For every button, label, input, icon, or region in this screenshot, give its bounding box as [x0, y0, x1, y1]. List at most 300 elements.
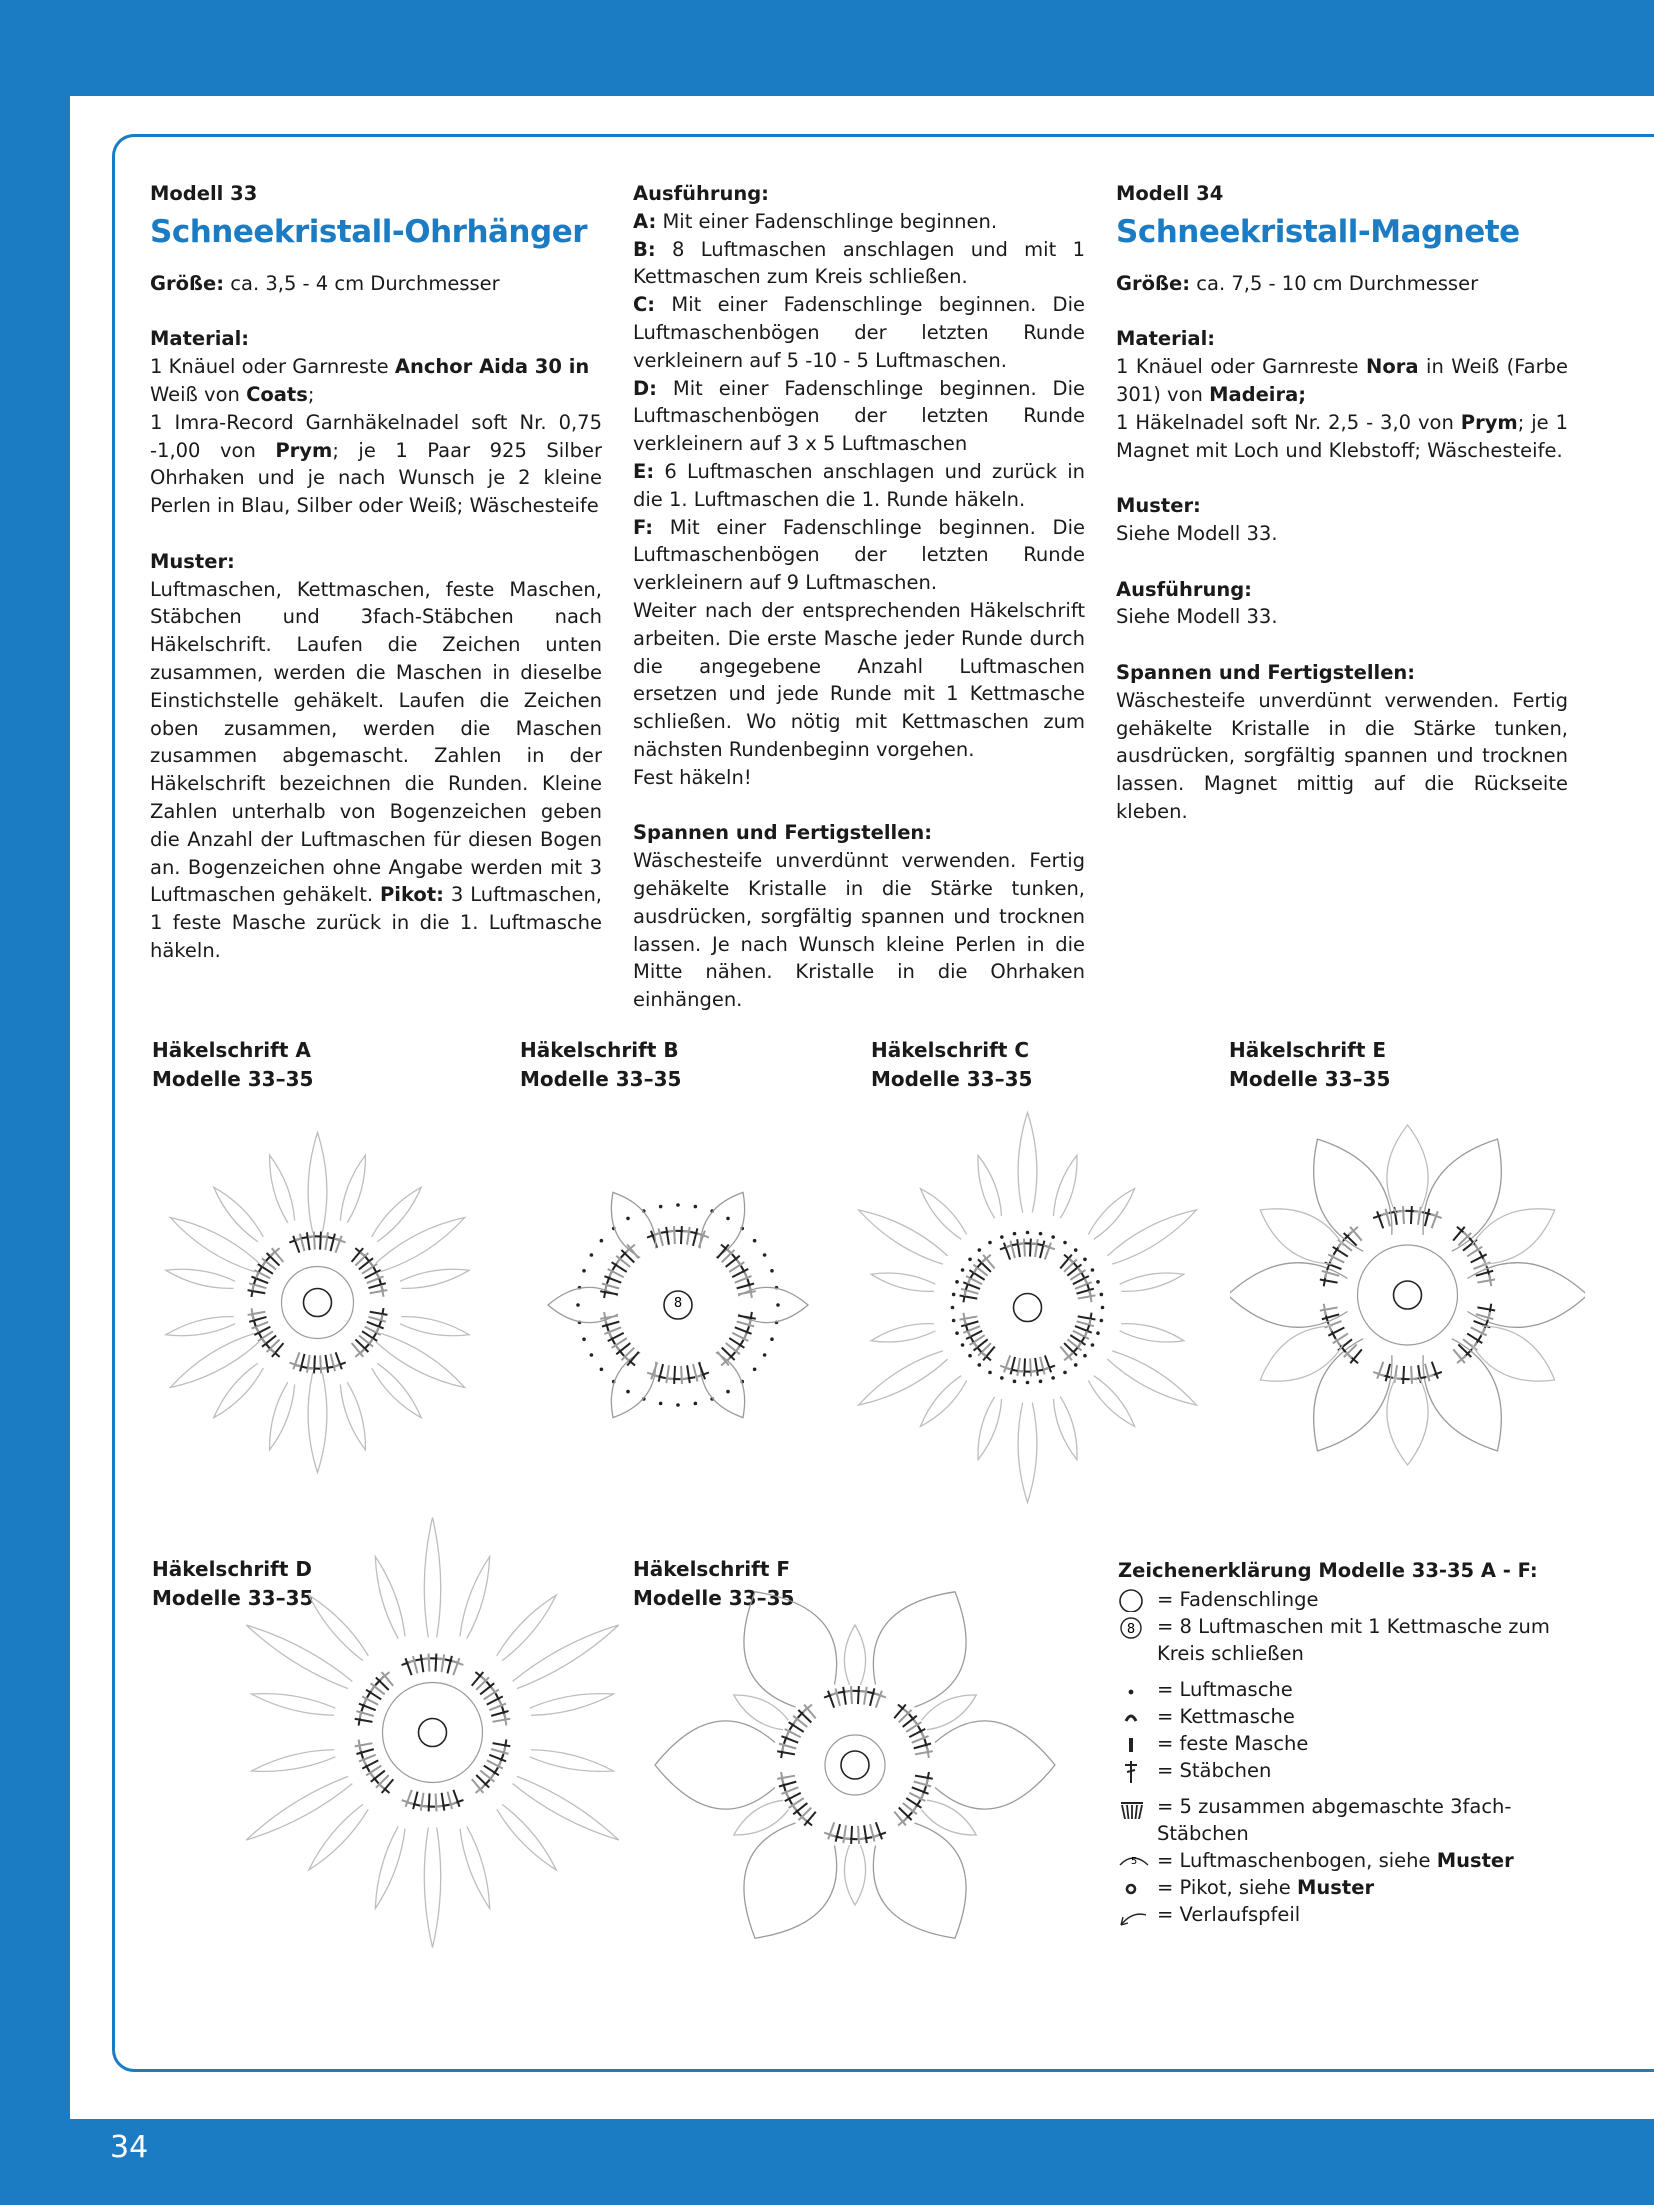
stitch-bar [927, 1746, 929, 1758]
chain-dot [961, 1343, 965, 1347]
stitch-mark [1386, 1364, 1390, 1381]
chain-dot [753, 1239, 757, 1243]
stitch-mark [915, 1751, 933, 1754]
crochet-chart-d [245, 1515, 620, 1950]
side-petal [1088, 1189, 1134, 1240]
side-petal [340, 1155, 365, 1223]
side-petal [497, 1595, 557, 1661]
diagram-e-label: Häkelschrift E Modelle 33–35 [1229, 1038, 1391, 1091]
stitch-mark [300, 1354, 304, 1371]
inner-round [282, 1267, 354, 1339]
stitch-mark [960, 1296, 978, 1299]
stitch-mark [1320, 1307, 1338, 1310]
size-line: Größe: ca. 3,5 - 4 cm Durchmesser [150, 271, 500, 295]
side-petal [252, 1694, 336, 1716]
stitch-mark [435, 1654, 436, 1672]
modell-33-label: Modell 33 [150, 182, 258, 205]
lobe [700, 1352, 744, 1417]
chain-dot [968, 1257, 972, 1261]
stitch-bar [251, 1308, 253, 1320]
stitch-mark [1030, 1239, 1031, 1257]
chain-dot [988, 1241, 992, 1245]
svg-text:8: 8 [1126, 1622, 1136, 1637]
stitch-mark [1078, 1316, 1096, 1319]
stitch-mark [1035, 1239, 1038, 1257]
stitch-mark [961, 1289, 978, 1294]
stitch-mark [779, 1744, 796, 1749]
stitch-mark [325, 1355, 328, 1373]
stitch-mark [442, 1654, 445, 1672]
spoke-petal [1387, 1125, 1428, 1215]
stitch-mark [1024, 1358, 1025, 1376]
stitch-mark [249, 1317, 266, 1322]
center-ring [841, 1751, 869, 1779]
legend-item: = 5 zusammen abgemaschte 3fach-Stäbchen [1118, 1793, 1578, 1847]
stitch-mark [858, 1826, 859, 1844]
chain-dot [961, 1268, 965, 1272]
side-petal [1053, 1155, 1077, 1218]
chain-dot [977, 1363, 981, 1367]
stitch-mark [914, 1743, 931, 1748]
modell-33-title: Schneekristall-Ohrhänger [150, 213, 588, 250]
stitch-mark [693, 1228, 697, 1245]
material-text: 1 Knäuel oder Garnreste Anchor Aida 30 in Weiß von Coats; 1 Imra-Record Garnhäkelnadel soft Nr. 0,75 -1,00 von Prym; je 1 Paar 925 Silber Ohrhaken und je nach Wunsch je 2 kleine Perlen in Blau, Silber oder Weiß; Wäschesteife [150, 355, 602, 518]
lobe [611, 1352, 655, 1417]
crochet-chart-c [855, 1105, 1200, 1510]
stitch-mark [248, 1312, 266, 1315]
stitch-mark [1403, 1206, 1404, 1224]
stitch-mark [1411, 1366, 1412, 1384]
chain-dot [955, 1280, 959, 1284]
chain-dot [694, 1402, 698, 1406]
side-petal [372, 1363, 422, 1417]
chain-dot [1091, 1343, 1095, 1347]
fest-text: Fest häkeln! [633, 765, 752, 789]
chain-dot [1026, 1231, 1030, 1235]
side-petal [460, 1557, 490, 1639]
chain-dot [600, 1367, 604, 1371]
side-petal [214, 1187, 264, 1241]
stitch-mark [421, 1793, 424, 1811]
stitch-mark [1425, 1364, 1429, 1381]
stitch-mark [356, 1749, 373, 1754]
legend-item: = Luftmasche [1118, 1676, 1578, 1703]
stitch-mark [870, 1688, 874, 1705]
material-text: 1 Knäuel oder Garnreste Nora in Weiß (Farbe 301) von Madeira; 1 Häkelnadel soft Nr. 2,5 - 3,0 von Prym; je 1 Magnet mit Loch und Klebstoff; Wäschesteife. [1116, 355, 1569, 462]
stitch-mark [1024, 1239, 1025, 1257]
stitch-bar [781, 1772, 783, 1784]
spoke-petal [1107, 1351, 1196, 1405]
chain-dot [1083, 1257, 1087, 1261]
stitch-mark [249, 1283, 266, 1288]
stitch-mark [666, 1365, 669, 1383]
column-ausfuehrung [633, 180, 1085, 1014]
stitch-mark [602, 1322, 619, 1327]
stitch-mark [413, 1656, 417, 1673]
legend-item: 8 = 8 Luftmaschen mit 1 Kettmasche zum Kreis schließen [1118, 1613, 1578, 1667]
stitch-mark [914, 1782, 931, 1787]
lobe [873, 1823, 966, 1938]
chain-dot [676, 1203, 680, 1207]
side-petal [372, 1187, 422, 1241]
stitch-mark [1035, 1358, 1038, 1376]
stitch-mark [858, 1686, 859, 1704]
double-crochet-icon [1118, 1759, 1150, 1783]
stitch-bar [963, 1313, 965, 1325]
stitch-mark [1411, 1206, 1412, 1224]
side-petal [375, 1826, 405, 1908]
stitch-mark [248, 1290, 266, 1293]
stitch-mark [681, 1226, 682, 1244]
side-petal [920, 1189, 966, 1240]
stitch-mark [307, 1232, 310, 1250]
lobe [1423, 1339, 1501, 1451]
stitch-mark [1017, 1358, 1020, 1376]
svg-text:5: 5 [1130, 1856, 1138, 1867]
chain-dot [726, 1390, 730, 1394]
spoke-petal [424, 1828, 440, 1948]
chain-dot [1039, 1380, 1043, 1384]
side-petal [375, 1557, 405, 1639]
stitch-mark [368, 1283, 385, 1288]
stitch-bar [1489, 1274, 1491, 1286]
side-petal [530, 1694, 614, 1716]
stitch-bar [504, 1714, 506, 1726]
stitch-mark [1030, 1358, 1031, 1376]
spoke-petal [513, 1625, 619, 1689]
spoke-petal [1018, 1113, 1037, 1213]
step-e: E: 6 Luftmaschen anschlagen und zurück in die 1. Luftmaschen die 1. Runde häkeln. [633, 459, 1085, 511]
lobe [1314, 1139, 1392, 1251]
column-modell-33 [150, 180, 602, 965]
page-number: 34 [110, 2130, 149, 2165]
stitch-mark [325, 1232, 328, 1250]
spoke-petal [246, 1625, 352, 1689]
side-petal [497, 1804, 557, 1870]
arrow-icon [1118, 1903, 1150, 1927]
chain-dot [1096, 1280, 1100, 1284]
chain-dot [590, 1353, 594, 1357]
chain-dot [1091, 1268, 1095, 1272]
lobe [700, 1192, 744, 1257]
legend [1118, 1557, 1578, 1928]
side-petal [1120, 1273, 1184, 1291]
side-petal [400, 1269, 469, 1288]
side-petal [978, 1155, 1002, 1218]
stitch-mark [1040, 1357, 1044, 1374]
lobe [611, 1192, 655, 1257]
stitch-mark [658, 1228, 662, 1245]
chain-dot [1051, 1235, 1055, 1239]
crochet-chart-b [503, 1110, 853, 1500]
side-petal [340, 1382, 365, 1450]
chain-dot [951, 1306, 955, 1310]
chain-dot [988, 1371, 992, 1375]
material-heading: Material: [150, 327, 250, 351]
chain-dot [582, 1337, 586, 1341]
step-a: A: Mit einer Fadenschlinge beginnen. [633, 209, 998, 233]
chain-dot [626, 1217, 630, 1221]
lobe [744, 1592, 837, 1707]
step-b: B: 8 Luftmaschen anschlagen und mit 1 Kettmaschen zum Kreis schließen. [633, 237, 1085, 289]
spoke-petal [844, 1845, 865, 1905]
chain-dot [726, 1217, 730, 1221]
center-ring [1014, 1294, 1042, 1322]
chain-dot [1000, 1376, 1004, 1380]
chain-dot [1100, 1293, 1104, 1297]
weiter-text: Weiter nach der entsprechenden Häkelschrift arbeiten. Die erste Masche jeder Runde durch die angegebene Anzahl Luftmaschen ersetzen und jede Runde mit 1 Kettmasche schließen. Wo nötig mit Kettmaschen zum nächsten Rundenbeginn vorgehen. [633, 598, 1085, 761]
stitch-mark [843, 1825, 846, 1843]
spoke-petal [170, 1218, 259, 1272]
stitch-mark [1320, 1280, 1338, 1283]
stitch-mark [442, 1793, 445, 1811]
chain-dot [590, 1253, 594, 1257]
stitch-mark [674, 1226, 675, 1244]
diagram-b-label: Häkelschrift B Modelle 33–35 [520, 1038, 682, 1091]
chain-dot [1013, 1380, 1017, 1384]
crochet-chart-f [625, 1570, 1085, 1960]
stitch-mark [429, 1654, 430, 1672]
stitch-mark [447, 1656, 451, 1673]
ring-8-icon [1118, 1615, 1150, 1639]
stitch-mark [331, 1354, 335, 1371]
side-petal [270, 1382, 295, 1450]
chain-dot [763, 1353, 767, 1357]
side-petal [871, 1324, 935, 1342]
stitch-mark [1040, 1241, 1044, 1258]
inner-round [825, 1735, 885, 1795]
step-f: F: Mit einer Fadenschlinge beginnen. Die Luftmaschenbögen der letzten Runde verkleinern auf 9 Luftmaschen. [633, 515, 1085, 595]
stitch-mark [314, 1355, 315, 1373]
stitch-mark [835, 1688, 839, 1705]
spoke-petal [1387, 1375, 1428, 1465]
chain-dot [952, 1319, 956, 1323]
stitch-mark [843, 1687, 846, 1705]
spannen-heading: Spannen und Fertigstellen: [1116, 660, 1416, 684]
side-petal [214, 1363, 264, 1417]
stitch-mark [370, 1290, 388, 1293]
chain-dot [968, 1354, 972, 1358]
chain-dot [770, 1337, 774, 1341]
chain-dot [676, 1403, 680, 1407]
stitch-mark [777, 1751, 795, 1754]
stitch-mark [1425, 1209, 1429, 1226]
legend-item: = feste Masche [1118, 1730, 1578, 1757]
center-ring [304, 1289, 332, 1317]
chain-dot [955, 1331, 959, 1335]
chain-dot [1039, 1232, 1043, 1236]
chain-dot [659, 1205, 663, 1209]
spannen-text: Wäschesteife unverdünnt verwenden. Fertig gehäkelte Kristalle in die Stärke tunken, ausdrücken, sorgfältig spannen und trocknen lassen. Magnet mittig auf die Rückseite kleben. [1116, 688, 1568, 823]
chain-dot [776, 1303, 780, 1307]
center-ring [419, 1719, 447, 1747]
stitch-mark [1011, 1357, 1015, 1374]
center-ring [1394, 1281, 1422, 1309]
side-petal [530, 1750, 614, 1772]
chain-dot [1013, 1232, 1017, 1236]
stitch-mark [777, 1776, 795, 1779]
stitch-bar [381, 1285, 383, 1297]
side-petal [309, 1804, 369, 1870]
stitch-mark [413, 1792, 417, 1809]
side-petal [166, 1269, 235, 1288]
chain-dot [1063, 1241, 1067, 1245]
ausfuehrung-text: Siehe Modell 33. [1116, 605, 1278, 629]
side-petal [270, 1155, 295, 1223]
side-petal [166, 1317, 235, 1336]
side-petal [1053, 1397, 1077, 1460]
side-petal [252, 1750, 336, 1772]
stitch-mark [1477, 1279, 1495, 1282]
stitch-mark [851, 1826, 852, 1844]
stitch-bar [750, 1286, 752, 1298]
side-petal [1088, 1376, 1134, 1427]
material-heading: Material: [1116, 327, 1216, 351]
stitch-mark [1010, 1241, 1014, 1258]
lobe [1314, 1339, 1392, 1451]
stitch-mark [681, 1366, 682, 1384]
muster-text: Siehe Modell 33. [1116, 521, 1278, 545]
spoke-petal [376, 1218, 465, 1272]
stitch-mark [1476, 1271, 1493, 1276]
stitch-bar [1324, 1304, 1326, 1316]
legend-item: = Stäbchen [1118, 1757, 1578, 1784]
lobe [744, 1823, 837, 1938]
stitch-mark [1078, 1295, 1096, 1298]
step-d: D: Mit einer Fadenschlinge beginnen. Die Luftmaschenbögen der letzten Runde verkleinern auf 3 x 5 Luftmaschen [633, 376, 1085, 456]
chain-dot [600, 1239, 604, 1243]
diagram-c-label: Häkelschrift C Modelle 33–35 [871, 1038, 1033, 1091]
ring-count: 8 [673, 1296, 683, 1311]
chain-dot [1096, 1331, 1100, 1335]
spoke-petal [859, 1351, 948, 1405]
stitch-mark [421, 1654, 424, 1672]
step-c: C: Mit einer Fadenschlinge beginnen. Die Luftmaschenbögen der letzten Runde verkleinern auf 5 -10 - 5 Luftmaschen. [633, 293, 1085, 372]
chain-dot [1063, 1371, 1067, 1375]
stitch-mark [356, 1711, 373, 1716]
modell-34-label: Modell 34 [1116, 182, 1224, 205]
stitch-mark [307, 1355, 310, 1373]
chain-dot [626, 1390, 630, 1394]
side-petal [920, 1376, 966, 1427]
stitch-mark [659, 1364, 663, 1381]
chain-dot [1100, 1319, 1104, 1323]
stitch-mark [1477, 1307, 1495, 1310]
spoke-petal [1107, 1210, 1196, 1264]
stitch-mark [870, 1824, 874, 1841]
inner-round [1358, 1245, 1458, 1345]
stitch-mark [864, 1825, 867, 1843]
stitch-mark [961, 1321, 978, 1326]
column-modell-34 [1116, 180, 1568, 826]
stitch-mark [493, 1743, 511, 1746]
chain-dot [582, 1269, 586, 1273]
slip-stitch-icon [1118, 1705, 1150, 1729]
stitch-mark [370, 1312, 388, 1315]
stitch-bar [359, 1740, 361, 1752]
spoke-petal [246, 1776, 352, 1840]
stitch-mark [355, 1743, 373, 1746]
crochet-chart-e [1230, 1100, 1585, 1490]
muster-heading: Muster: [1116, 494, 1201, 518]
lobe [1423, 1139, 1501, 1251]
diagram-d-label: Häkelschrift D Modelle 33–35 [152, 1557, 314, 1610]
spoke-petal [844, 1625, 865, 1685]
chain-dot [694, 1205, 698, 1209]
spoke-petal [308, 1133, 327, 1233]
lobe [935, 1721, 1055, 1809]
stitch-mark [493, 1719, 511, 1722]
stitch-mark [960, 1316, 978, 1319]
stitch-mark [737, 1283, 754, 1288]
chain-dot [977, 1248, 981, 1252]
muster-text: Luftmaschen, Kettmaschen, feste Maschen, Stäbchen und 3fach-Stäbchen nach Häkelschrift. Laufen die Zeichen unten zusammen, werden die Maschen in dieselbe Einstichstelle gehäkelt. Laufen die Zeichen oben zusammen, werden die Maschen zusammen abgemascht. Zahlen in der Häkelschrift bezeichnen die Runden. Kleine Zahlen unterhalb von Bogenzeichen geben die Anzahl der Luftmaschen für diesen Bogen an. Bogenzeichen ohne Angabe werden mit 3 Luftmaschen gehäkelt. Pikot: 3 Luftmaschen, 1 feste Masche zurück in die 1. Luftmasche häkeln. [150, 577, 602, 962]
chain-dot [952, 1293, 956, 1297]
stitch-mark [1017, 1239, 1020, 1257]
cluster-icon [1118, 1795, 1150, 1819]
stitch-mark [864, 1687, 867, 1705]
stitch-mark [448, 1792, 452, 1809]
stitch-mark [491, 1749, 508, 1754]
side-petal [400, 1317, 469, 1336]
stitch-mark [331, 1234, 335, 1251]
chain-arc-icon [1118, 1849, 1150, 1873]
chain-dot [763, 1253, 767, 1257]
stitch-mark [666, 1227, 669, 1245]
side-petal [309, 1595, 369, 1661]
side-petal [1120, 1324, 1184, 1342]
stitch-mark [320, 1232, 321, 1250]
spoke-petal [1018, 1403, 1037, 1503]
spoke-petal [513, 1776, 619, 1840]
legend-items [1118, 1586, 1578, 1928]
stitch-mark [1077, 1321, 1094, 1326]
chain-dot [1051, 1376, 1055, 1380]
stitch-mark [355, 1719, 373, 1722]
chain-dot [1074, 1363, 1078, 1367]
crochet-chart-a [145, 1105, 490, 1500]
stitch-mark [737, 1322, 754, 1327]
stitch-mark [851, 1686, 852, 1704]
stitch-mark [1322, 1314, 1339, 1319]
stitch-mark [1403, 1366, 1404, 1384]
stitch-mark [369, 1317, 386, 1322]
legend-item: = Kettmasche [1118, 1703, 1578, 1730]
spannen-text: Wäschesteife unverdünnt verwenden. Fertig gehäkelte Kristalle in die Stärke tunken, ausdrücken, sorgfältig spannen und trocknen lassen. Je nach Wunsch kleine Perlen in die Mitte nähen. Kristalle in die Ohrhaken einhängen. [633, 849, 1085, 1012]
stitch-mark [687, 1365, 690, 1383]
spannen-heading: Spannen und Fertigstellen: [633, 821, 933, 845]
stitch-mark [779, 1782, 796, 1787]
legend-title: Zeichenerklärung Modelle 33-35 A - F: [1118, 1559, 1538, 1582]
picot-icon [1118, 1876, 1150, 1900]
stitch-bar [1089, 1290, 1091, 1302]
modell-34-title: Schneekristall-Magnete [1116, 213, 1520, 250]
diagram-a-label: Häkelschrift A Modelle 33–35 [152, 1038, 314, 1091]
legend-item: = Verlaufspfeil [1118, 1901, 1578, 1928]
stitch-mark [429, 1793, 430, 1811]
lobe [655, 1721, 775, 1809]
stitch-mark [491, 1711, 508, 1716]
spoke-petal [424, 1518, 440, 1638]
dot-icon [1118, 1678, 1150, 1702]
stitch-mark [300, 1234, 304, 1251]
stitch-mark [1077, 1289, 1094, 1294]
spoke-petal [376, 1333, 465, 1387]
chain-dot [576, 1303, 580, 1307]
stitch-mark [1386, 1209, 1390, 1226]
stitch-bar [604, 1312, 606, 1324]
size-line: Größe: ca. 7,5 - 10 cm Durchmesser [1116, 271, 1479, 295]
